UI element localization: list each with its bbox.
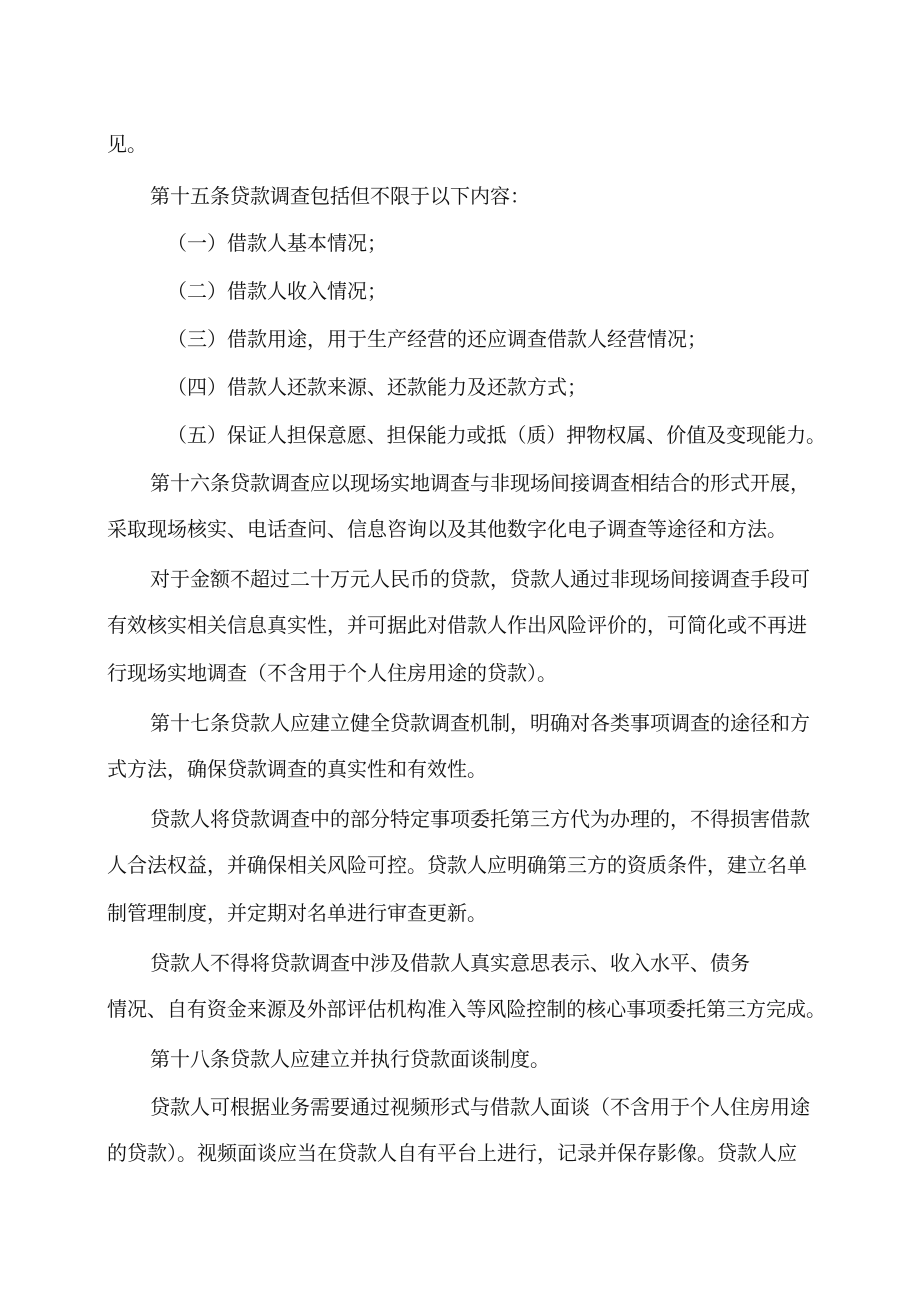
text-line: 行现场实地调查（不含用于个人住房用途的贷款）。	[107, 661, 557, 685]
text-line: 制管理制度，并定期对名单进行审查更新。	[107, 901, 487, 925]
list-item: （四）借款人还款来源、还款能力及还款方式；	[167, 375, 587, 399]
list-item: （二）借款人收入情况；	[167, 279, 387, 303]
paragraph-first-line: 贷款人将贷款调查中的部分特定事项委托第三方代为办理的，不得损害借款	[150, 807, 810, 831]
article-heading-line: 第十六条贷款调查应以现场实地调查与非现场间接调查相结合的形式开展，	[150, 471, 810, 495]
text-line: 人合法权益，并确保相关风险可控。贷款人应明确第三方的资质条件，建立名单	[107, 853, 807, 877]
article-heading-line: 第十七条贷款人应建立健全贷款调查机制，明确对各类事项调查的途径和方	[150, 711, 810, 735]
text-line: 有效核实相关信息真实性，并可据此对借款人作出风险评价的，可简化或不再进	[107, 613, 807, 637]
paragraph-first-line: 贷款人不得将贷款调查中涉及借款人真实意思表示、收入水平、债务	[150, 951, 750, 975]
text-line: 情况、自有资金来源及外部评估机构准入等风险控制的核心事项委托第三方完成。	[107, 997, 826, 1021]
article-heading-line: 第十八条贷款人应建立并执行贷款面谈制度。	[150, 1047, 550, 1071]
article-heading-line: 第十五条贷款调查包括但不限于以下内容：	[150, 184, 530, 208]
text-line: 式方法，确保贷款调查的真实性和有效性。	[107, 757, 487, 781]
text-line: 采取现场核实、电话查问、信息咨询以及其他数字化电子调查等途径和方法。	[107, 517, 787, 541]
paragraph-first-line: 贷款人可根据业务需要通过视频形式与借款人面谈（不含用于个人住房用途	[150, 1095, 810, 1119]
paragraph-first-line: 对于金额不超过二十万元人民币的贷款，贷款人通过非现场间接调查手段可	[150, 567, 810, 591]
list-item: （五）保证人担保意愿、担保能力或抵（质）押物权属、价值及变现能力。	[167, 423, 827, 447]
text-line: 见。	[107, 132, 147, 156]
text-line: 的贷款）。视频面谈应当在贷款人自有平台上进行，记录并保存影像。贷款人应	[107, 1141, 797, 1165]
list-item: （三）借款用途，用于生产经营的还应调查借款人经营情况；	[167, 327, 707, 351]
list-item: （一）借款人基本情况；	[167, 231, 387, 255]
